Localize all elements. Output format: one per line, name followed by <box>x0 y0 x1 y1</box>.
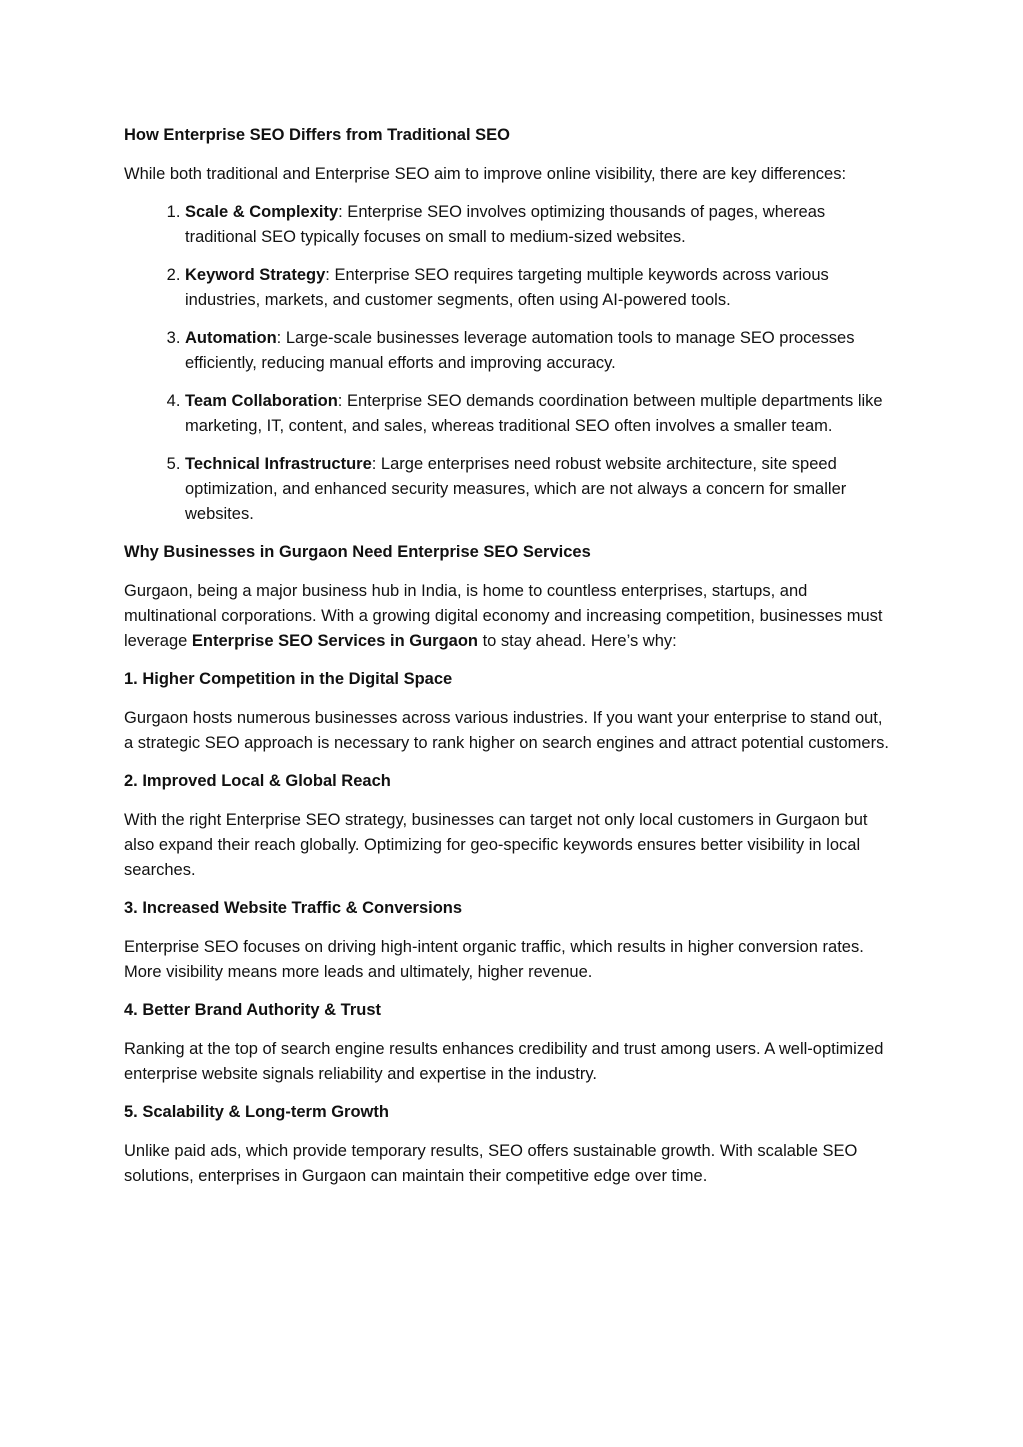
list-item-text: : Enterprise SEO involves optimizing thousands of pages, whereas traditional SEO typically focuses on small to medium-sized websites. <box>185 203 826 246</box>
reason-paragraph: Unlike paid ads, which provide temporary results, SEO offers sustainable growth. With scalable SEO solutions, enterprises in Gurgaon can maintain their competitive edge over time. <box>124 1142 858 1185</box>
list-item-text: : Enterprise SEO demands coordination between multiple departments like marketing, IT, content, and sales, whereas traditional SEO often involves a smaller team. <box>185 392 883 435</box>
list-item-text: : Large enterprises need robust website architecture, site speed optimization, and enhanced security measures, which are not always a concern for smaller websites. <box>185 455 847 523</box>
list-item-term: Scale & Complexity <box>185 203 339 221</box>
reason-paragraph: Enterprise SEO focuses on driving high-intent organic traffic, which results in higher conversion rates. More visibility means more leads and ultimately, higher revenue. <box>124 938 864 981</box>
heading-enterprise-vs-traditional: How Enterprise SEO Differs from Traditional SEO <box>124 126 510 144</box>
list-item-term: Keyword Strategy <box>185 266 326 284</box>
gurgaon-paragraph-bold: Enterprise SEO Services in Gurgaon <box>191 632 478 650</box>
reason-paragraph: Gurgaon hosts numerous businesses across various industries. If you want your enterprise to stand out, a strategic SEO approach is necessary to rank higher on search engines and attract potential customers. <box>124 709 889 752</box>
list-item <box>185 263 895 313</box>
document-content <box>124 123 895 1189</box>
reason-heading: 4. Better Brand Authority & Trust <box>124 1001 381 1019</box>
gurgaon-paragraph-end: to stay ahead. Here’s why: <box>478 632 677 650</box>
heading-why-businesses: Why Businesses in Gurgaon Need Enterprise SEO Services <box>124 543 591 561</box>
list-item <box>185 389 895 439</box>
reason-paragraph: Ranking at the top of search engine results enhances credibility and trust among users. A well-optimized enterprise website signals reliability and expertise in the industry. <box>124 1040 884 1083</box>
reason-heading: 5. Scalability & Long-term Growth <box>124 1103 389 1121</box>
intro-paragraph: While both traditional and Enterprise SEO aim to improve online visibility, there are key differences: <box>124 165 847 183</box>
list-item-term: Automation <box>185 329 277 347</box>
list-item-text: : Large-scale businesses leverage automation tools to manage SEO processes efficiently, reducing manual efforts and improving accuracy. <box>185 329 855 372</box>
list-item-term: Technical Infrastructure <box>185 455 372 473</box>
list-item <box>185 452 895 527</box>
list-item <box>185 200 895 250</box>
gurgaon-paragraph-start: Gurgaon, being a major business hub in India, is home to countless enterprises, startups, and multinational corporations. With a growing digital economy and increasing competition, businesses must leverage <box>124 582 883 650</box>
gurgaon-paragraph <box>124 579 895 654</box>
list-item <box>185 326 895 376</box>
differences-list <box>124 200 895 527</box>
list-item-text: : Enterprise SEO requires targeting multiple keywords across various industries, markets, and customer segments, often using AI-powered tools. <box>185 266 829 309</box>
list-item-term: Team Collaboration <box>185 392 338 410</box>
reason-heading: 3. Increased Website Traffic & Conversions <box>124 899 463 917</box>
reason-paragraph: With the right Enterprise SEO strategy, businesses can target not only local customers in Gurgaon but also expand their reach globally. Optimizing for geo-specific keywords ensures better visibility in local searches. <box>124 811 868 879</box>
reason-heading: 1. Higher Competition in the Digital Space <box>124 670 453 688</box>
reason-heading: 2. Improved Local & Global Reach <box>124 772 391 790</box>
